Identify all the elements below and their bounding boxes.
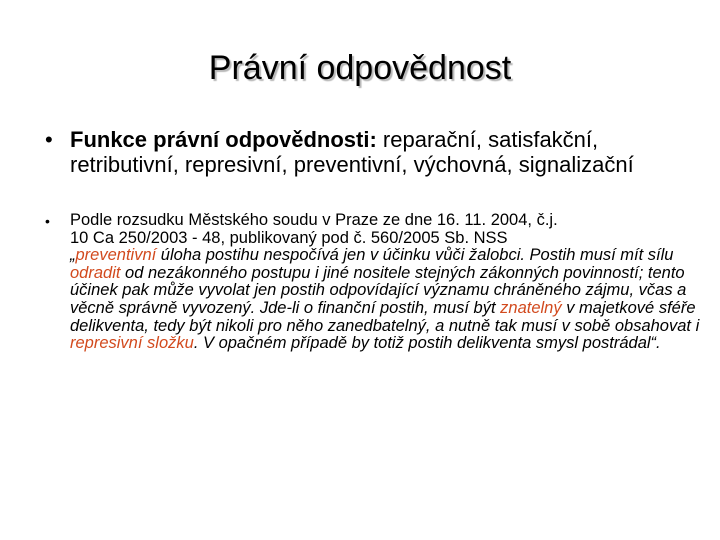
slide-title: Právní odpovědnost [208,49,512,87]
bullet-marker: • [45,127,53,152]
quote-segment-1: úloha postihu nespočívá jen v účinku vůči žalobci. Postih musí mít sílu [156,246,674,265]
highlight-represivni-slozku: represivní složku [70,334,194,353]
functions-list: reparační, satisfakční, retributivní, represivní, preventivní, výchovná, signalizační [70,127,634,177]
quote-segment-3: v majetkové sféře delikventa, tedy být nikoli pro něho zanedbatelný, a nutně tak musí v sobě obsahovat i [70,298,700,335]
bullet-court-ruling [45,212,705,353]
bullet-functions-text [70,127,695,177]
highlight-odradit: odradit [70,263,121,282]
bullet-marker: • [45,213,50,229]
bullet-functions [45,127,695,177]
highlight-preventivni: preventivní [75,246,157,265]
quote-segment-4: . V opačném případě by totiž postih delikventa smysl postrádal“. [193,334,661,353]
quote-open: „ [70,246,76,265]
highlight-znatelny: znatelný [500,298,562,317]
court-ruling-text [70,212,705,353]
ruling-quote [70,246,699,352]
quote-segment-2: od nezákonného postupu i jiné nositele stejných zákonných povinností; tento účinek pak může vyvolat jen postih odpovídající významu chráněného zájmu, včas a věcně správně vyvozený. Jde-li o finanční postih, musí být [70,263,687,317]
functions-lead: Funkce právní odpovědnosti: [70,127,377,152]
ruling-line-1: Podle rozsudku Městského soudu v Praze ze dne 16. 11. 2004, č.j. [70,211,558,229]
ruling-line-2: 10 Ca 250/2003 - 48, publikovaný pod č. 560/2005 Sb. NSS [70,228,508,247]
